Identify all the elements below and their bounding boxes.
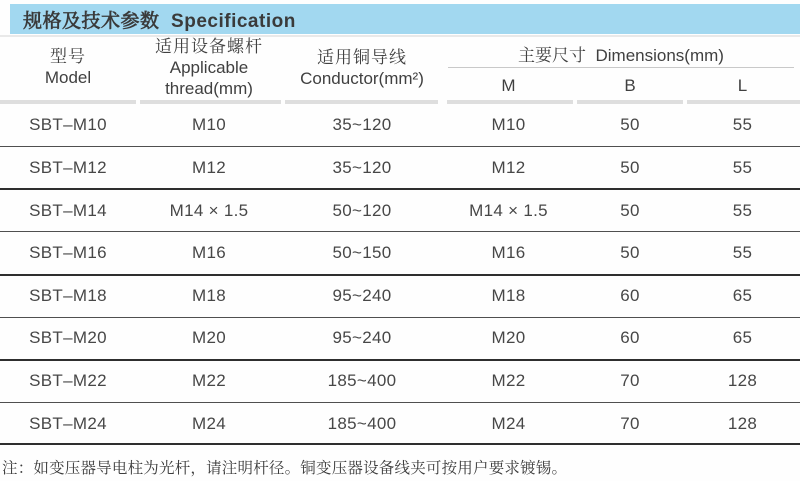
cell-dim-m: M12 <box>491 157 526 177</box>
cell-dim-m: M14 × 1.5 <box>469 200 548 220</box>
cell-dim-l: 128 <box>727 371 758 391</box>
cell-dim-b: 70 <box>620 413 640 433</box>
cell-dim-m: M22 <box>491 371 526 391</box>
cell-dim-l: 65 <box>732 328 753 348</box>
cell-thread: M18 <box>192 285 226 305</box>
cell-conductor: 35~120 <box>332 157 392 177</box>
cell-model: SBT–M16 <box>29 243 107 263</box>
cell-conductor: 95~240 <box>332 285 392 305</box>
cell-conductor: 50~120 <box>332 200 392 220</box>
title-bar <box>10 4 800 34</box>
cell-dim-l: 65 <box>732 285 753 305</box>
column-header-thread-en1: Applicable <box>169 58 249 77</box>
column-header-conductor <box>282 47 442 89</box>
cell-thread: M24 <box>192 413 226 433</box>
row-separator <box>0 231 800 232</box>
column-header-conductor-zh: 适用铜导线 <box>317 48 407 67</box>
cell-dim-l: 55 <box>732 157 753 177</box>
cell-model: SBT–M14 <box>29 200 107 220</box>
cell-model: SBT–M22 <box>29 371 107 391</box>
cell-model: SBT–M18 <box>29 285 107 305</box>
cell-conductor: 35~120 <box>332 115 392 135</box>
cell-dim-m: M20 <box>491 328 526 348</box>
cell-thread: M22 <box>192 371 226 391</box>
cell-dim-b: 60 <box>620 285 640 305</box>
column-header-dimensions-group: 主要尺寸 Dimensions(mm) <box>518 46 724 65</box>
cell-model: SBT–M24 <box>29 413 107 433</box>
row-separator <box>0 359 800 361</box>
table-bottom-border <box>0 443 800 445</box>
column-header-conductor-en: Conductor(mm²) <box>300 69 424 88</box>
row-separator <box>0 402 800 403</box>
cell-model: SBT–M10 <box>29 115 107 135</box>
column-header-model <box>0 46 136 88</box>
cell-dim-l: 55 <box>732 243 753 263</box>
cell-conductor: 95~240 <box>332 328 392 348</box>
column-header-dim-m: M <box>501 76 516 95</box>
footnote: 注：如变压器导电柱为光杆，请注明杆径。铜变压器设备线夹可按用户要求镀锡。 <box>2 460 568 477</box>
cell-dim-b: 50 <box>620 115 640 135</box>
cell-conductor: 185~400 <box>327 413 397 433</box>
row-separator <box>0 274 800 276</box>
cell-dim-b: 70 <box>620 371 640 391</box>
cell-dim-b: 50 <box>620 243 640 263</box>
column-header-model-zh: 型号 <box>50 47 86 66</box>
cell-conductor: 50~150 <box>332 243 392 263</box>
cell-dim-l: 55 <box>732 115 753 135</box>
cell-model: SBT–M20 <box>29 328 107 348</box>
cell-dim-l: 55 <box>732 200 753 220</box>
column-header-dim-l: L <box>737 76 748 95</box>
cell-thread: M14 × 1.5 <box>169 200 249 220</box>
column-header-thread-en2: thread(mm) <box>165 79 253 98</box>
row-separator <box>0 188 800 190</box>
column-header-dim-b: B <box>624 76 636 95</box>
column-header-model-en: Model <box>44 68 92 87</box>
cell-thread: M16 <box>192 243 226 263</box>
cell-dim-m: M24 <box>491 413 526 433</box>
cell-dim-l: 128 <box>727 413 758 433</box>
cell-thread: M10 <box>192 115 226 135</box>
cell-thread: M20 <box>192 328 226 348</box>
cell-dim-m: M18 <box>491 285 526 305</box>
cell-dim-b: 60 <box>620 328 640 348</box>
column-header-thread <box>136 36 282 99</box>
cell-model: SBT–M12 <box>29 157 107 177</box>
cell-dim-m: M16 <box>491 243 526 263</box>
row-separator <box>0 317 800 318</box>
row-separator <box>0 146 800 147</box>
dimensions-group-underline <box>448 67 794 68</box>
column-header-thread-zh: 适用设备螺杆 <box>155 37 263 56</box>
page-title: 规格及技术参数 Specification <box>23 10 296 32</box>
cell-dim-m: M10 <box>491 115 526 135</box>
title-bar-shadow <box>0 35 800 37</box>
cell-conductor: 185~400 <box>327 371 397 391</box>
cell-thread: M12 <box>192 157 226 177</box>
cell-dim-b: 50 <box>620 157 640 177</box>
cell-dim-b: 50 <box>620 200 640 220</box>
